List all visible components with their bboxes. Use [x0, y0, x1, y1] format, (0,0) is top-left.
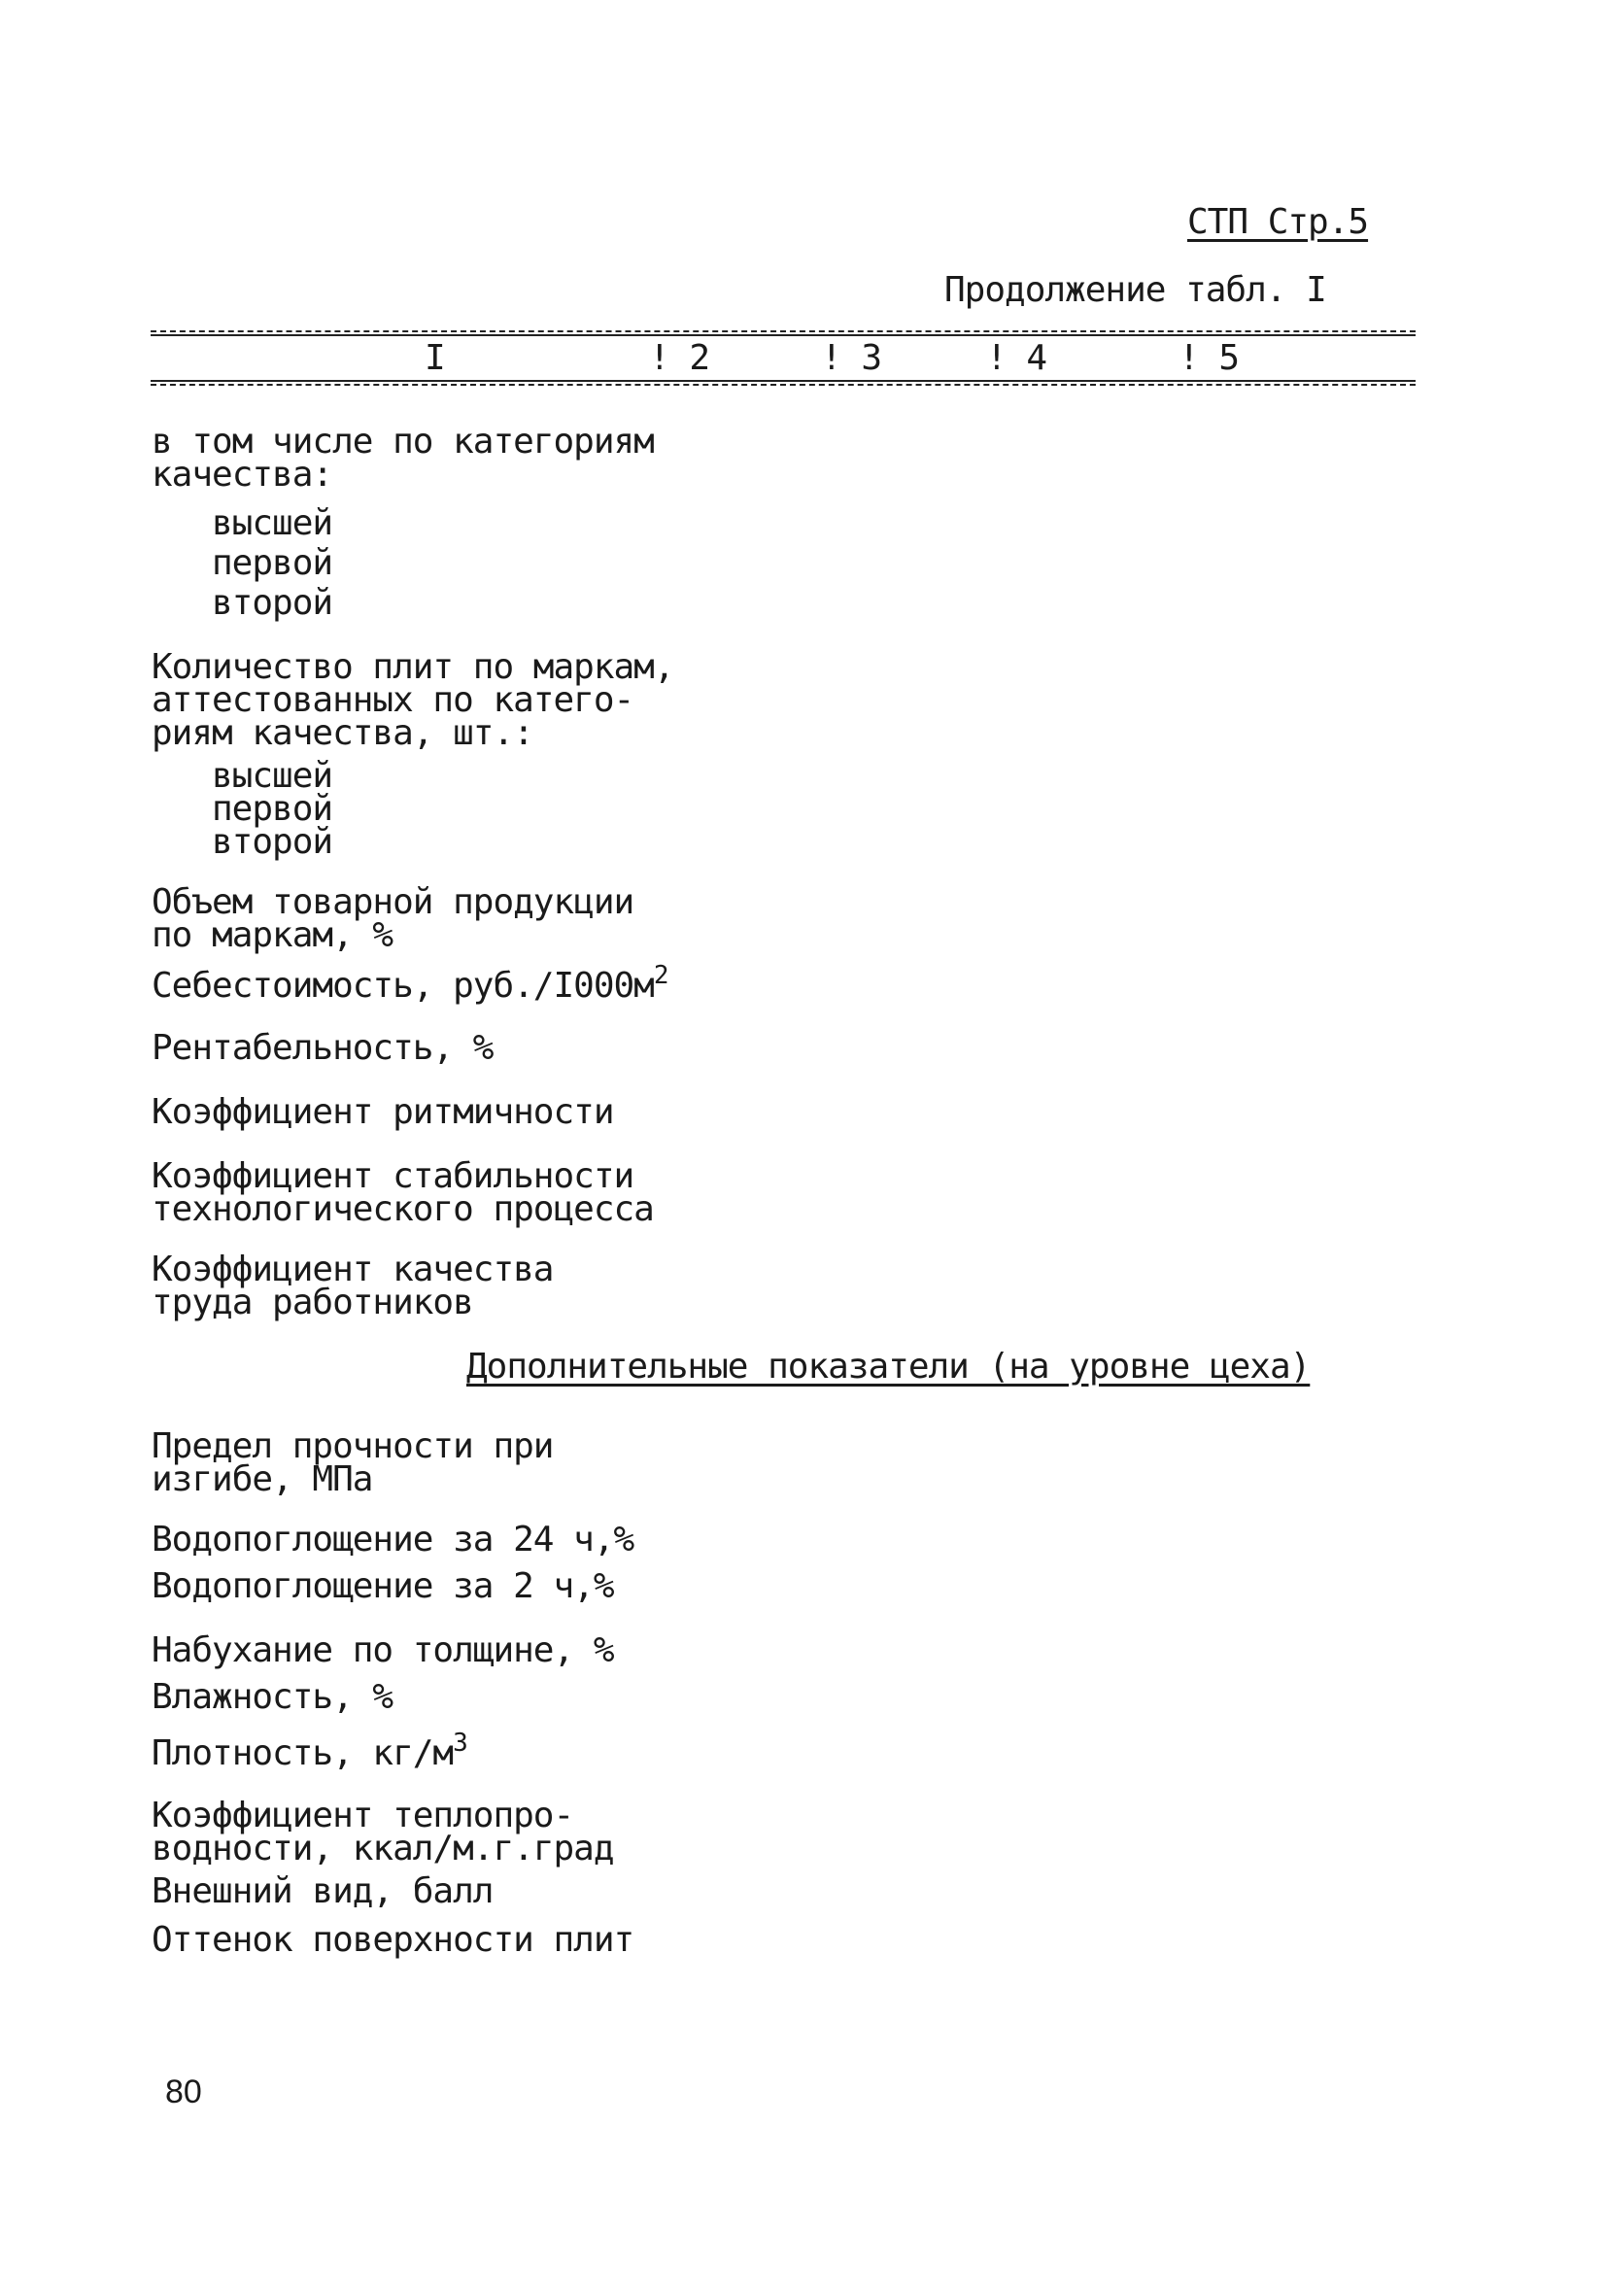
- text-line: Количество плит по маркам,: [152, 647, 674, 687]
- humidity: Влажность, %: [152, 1677, 393, 1717]
- list-item: второй: [212, 822, 333, 862]
- list-item: высшей: [212, 756, 333, 796]
- list-item: второй: [212, 583, 333, 623]
- text-line: изгибе, МПа: [152, 1459, 373, 1499]
- text-line: труда работников: [152, 1283, 473, 1322]
- text-line: технологического процесса: [152, 1189, 654, 1229]
- text-line: водности, ккал/м.г.град: [152, 1829, 614, 1868]
- cost-price-label: Себестоимость, руб./I000м: [152, 966, 654, 1006]
- cost-price: [152, 961, 668, 1006]
- density-superscript: 3: [453, 1729, 467, 1758]
- column-header-2: ! 2: [649, 338, 710, 378]
- text-line: Коэффициент теплопро-: [152, 1796, 574, 1835]
- text-line: риям качества, шт.:: [152, 713, 533, 753]
- stability-coefficient: [152, 1156, 654, 1229]
- text-line: в том числе по категориям: [152, 422, 654, 462]
- text-line: Предел прочности при: [152, 1426, 554, 1466]
- document-stamp: СТП Стр.5: [1187, 202, 1369, 242]
- plates-count-title: [152, 647, 674, 753]
- quality-categories-list: [152, 503, 332, 623]
- text-line: Коэффициент стабильности: [152, 1156, 634, 1196]
- column-header-1: I: [425, 338, 445, 378]
- quality-categories-title: [152, 422, 654, 495]
- page-number: 80: [165, 2073, 202, 2110]
- profitability: Рентабельность, %: [152, 1028, 494, 1068]
- bending-strength: [152, 1426, 554, 1499]
- text-line: качества:: [152, 455, 333, 495]
- column-header-4: ! 4: [986, 338, 1047, 378]
- thermal-coefficient: [152, 1796, 614, 1868]
- text-line: Коэффициент качества: [152, 1250, 554, 1289]
- list-item: первой: [212, 543, 333, 583]
- labor-quality-coefficient: [152, 1250, 554, 1322]
- density: [152, 1729, 467, 1773]
- text-line: Объем товарной продукции: [152, 882, 634, 922]
- table-header-bottom-rule: [151, 380, 1416, 382]
- swelling: Набухание по толщине, %: [152, 1630, 614, 1670]
- text-line: по маркам, %: [152, 915, 393, 955]
- density-label: Плотность, кг/м: [152, 1733, 454, 1773]
- table-top-rule: [151, 330, 1416, 332]
- table-top-rule-2: [151, 334, 1416, 336]
- water-absorption-2h: Водопоглощение за 2 ч,%: [152, 1566, 614, 1606]
- cost-price-superscript: 2: [653, 961, 668, 990]
- plates-count-list: [152, 756, 333, 862]
- table-header-bottom-rule-2: [151, 384, 1416, 386]
- appearance: Внешний вид, балл: [152, 1871, 494, 1911]
- table-continuation-label: Продолжение табл. I: [944, 270, 1326, 310]
- section-title: Дополнительные показатели (на уровне цеха): [466, 1347, 1311, 1387]
- text-line: аттестованных по катего-: [152, 680, 634, 720]
- water-absorption-24h: Водопоглощение за 24 ч,%: [152, 1520, 634, 1559]
- rhythm-coefficient: Коэффициент ритмичности: [152, 1092, 614, 1132]
- list-item: высшей: [212, 503, 333, 543]
- column-header-3: ! 3: [821, 338, 882, 378]
- column-header-5: ! 5: [1179, 338, 1240, 378]
- list-item: первой: [212, 789, 333, 829]
- product-volume: [152, 882, 634, 955]
- surface-shade: Оттенок поверхности плит: [152, 1920, 634, 1960]
